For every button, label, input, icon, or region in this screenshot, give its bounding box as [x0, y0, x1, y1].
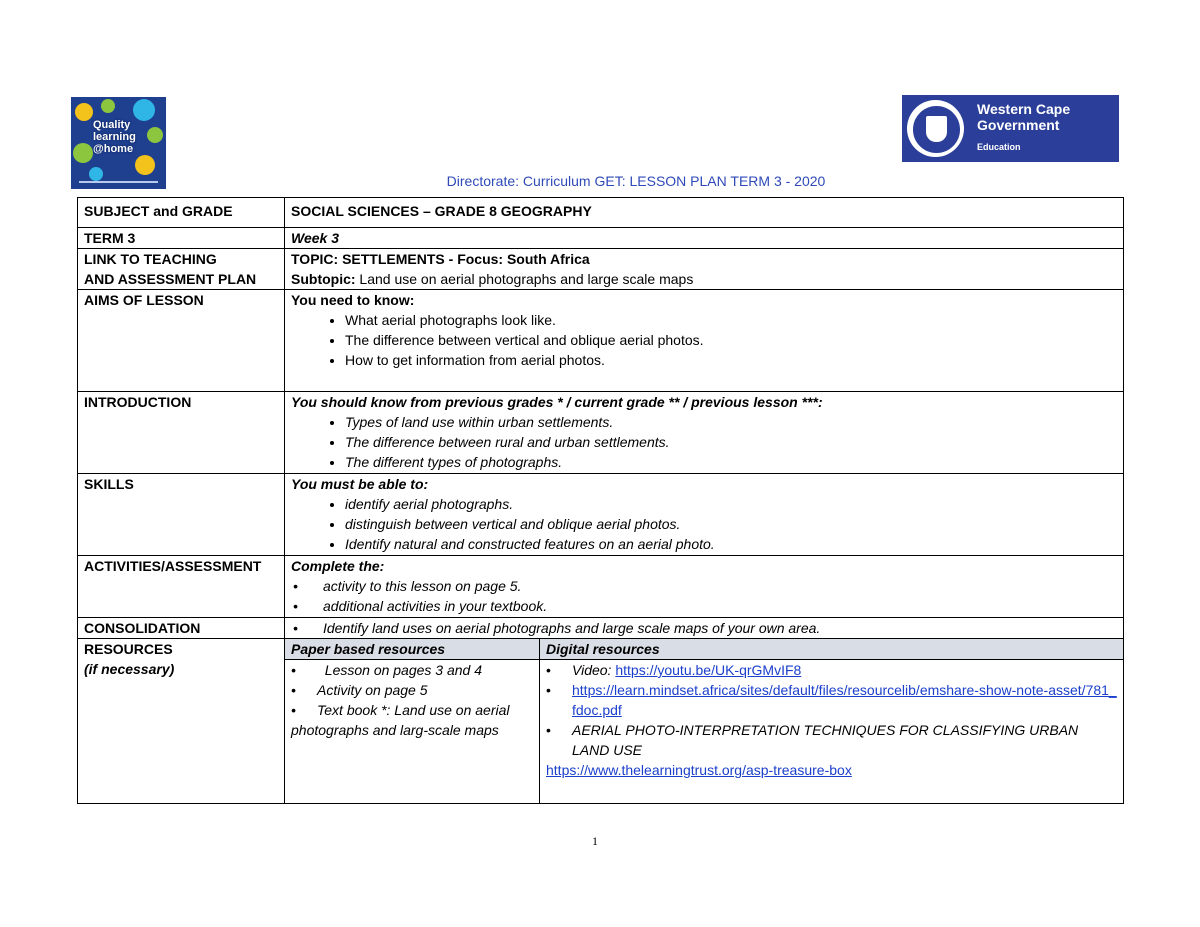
list-item: • Activity on page 5 [291, 682, 428, 698]
row-consolidation [78, 618, 1124, 639]
row-activities [78, 556, 1124, 618]
subject-value: SOCIAL SCIENCES – GRADE 8 GEOGRAPHY [285, 198, 1124, 228]
resources-sublabel: (if necessary) [84, 661, 175, 677]
page-number: 1 [592, 834, 598, 848]
list-item: • https://learn.mindset.africa/sites/default/files/resourcelib/emshare-show-note-asset/781_fdoc.pdf [546, 682, 1117, 718]
list-item: • Text book *: Land use on aerial photographs and larg-scale maps [291, 702, 510, 738]
row-link [78, 249, 1124, 290]
row-subject [78, 198, 1124, 228]
resources-label: RESOURCES [84, 641, 173, 657]
video-link[interactable]: https://youtu.be/UK-qrGMvIF8 [615, 662, 802, 678]
wcg-department: Education [977, 142, 1021, 152]
resources-label-cell [78, 639, 285, 804]
introduction-label: INTRODUCTION [78, 392, 285, 474]
row-term [78, 228, 1124, 249]
list-item: • activity to this lesson on page 5. [291, 576, 1117, 596]
list-item: • How to get information from aerial photos. [345, 350, 1117, 370]
consolidation-label: CONSOLIDATION [78, 618, 285, 639]
row-aims [78, 290, 1124, 392]
link-label: LINK TO TEACHING AND ASSESSMENT PLAN [78, 249, 285, 290]
aims-label: AIMS OF LESSON [78, 290, 285, 392]
subject-label: SUBJECT and GRADE [78, 198, 285, 228]
row-introduction [78, 392, 1124, 474]
learning-trust-link[interactable]: https://www.thelearningtrust.org/asp-treasure-box [546, 762, 852, 778]
activities-label: ACTIVITIES/ASSESSMENT [78, 556, 285, 618]
list-item: • distinguish between vertical and oblique aerial photos. [345, 514, 1117, 534]
western-cape-government-logo [902, 95, 1119, 162]
aims-cell [285, 290, 1124, 392]
lesson-plan-table [77, 197, 1124, 804]
row-skills [78, 474, 1124, 556]
digital-resources-cell [540, 660, 1124, 804]
topic-text: TOPIC: SETTLEMENTS - Focus: South Africa [291, 251, 590, 267]
directorate-heading: Directorate: Curriculum GET: LESSON PLAN TERM 3 - 2020 [446, 173, 826, 189]
paper-resources-heading: Paper based resources [285, 639, 540, 660]
list-item: • Types of land use within urban settlements. [345, 412, 1117, 432]
skills-cell [285, 474, 1124, 556]
paper-resources-cell [285, 660, 540, 804]
subtopic-text: Subtopic: Land use on aerial photographs and large scale maps [291, 271, 694, 287]
list-item: • The different types of photographs. [345, 452, 1117, 472]
skills-label: SKILLS [78, 474, 285, 556]
introduction-heading: You should know from previous grades * / current grade ** / previous lesson ***: [291, 394, 823, 410]
activities-heading: Complete the: [291, 558, 385, 574]
list-item: • additional activities in your textbook. [291, 596, 1117, 616]
list-item: • Lesson on pages 3 and 4 [291, 662, 483, 678]
list-item: • What aerial photographs look like. [345, 310, 1117, 330]
list-item [546, 760, 1117, 780]
coat-of-arms-icon [907, 100, 964, 157]
list-item: • The difference between rural and urban settlements. [345, 432, 1117, 452]
wcg-name: Western Cape Government [977, 101, 1071, 133]
activities-cell [285, 556, 1124, 618]
list-item: • The difference between vertical and oblique aerial photos. [345, 330, 1117, 350]
introduction-cell [285, 392, 1124, 474]
quality-learning-logo-text: Quality learning @home [93, 119, 136, 155]
row-resources-head [78, 639, 1124, 660]
link-topic-cell [285, 249, 1124, 290]
list-item: • identify aerial photographs. [345, 494, 1117, 514]
digital-resources-heading: Digital resources [540, 639, 1124, 660]
term-label: TERM 3 [78, 228, 285, 249]
consolidation-item: • Identify land uses on aerial photographs and large scale maps of your own area. [285, 618, 1124, 639]
list-item: • Identify natural and constructed features on an aerial photo. [345, 534, 1117, 554]
term-week: Week 3 [285, 228, 1124, 249]
mindset-resource-link[interactable]: https://learn.mindset.africa/sites/default/files/resourcelib/emshare-show-note-asset/781_fdoc.pdf [572, 682, 1117, 718]
list-item: • AERIAL PHOTO-INTERPRETATION TECHNIQUES FOR CLASSIFYING URBAN LAND USE [546, 722, 1079, 758]
skills-heading: You must be able to: [291, 476, 429, 492]
list-item: • Video: https://youtu.be/UK-qrGMvIF8 [546, 662, 802, 678]
aims-heading: You need to know: [291, 292, 415, 308]
